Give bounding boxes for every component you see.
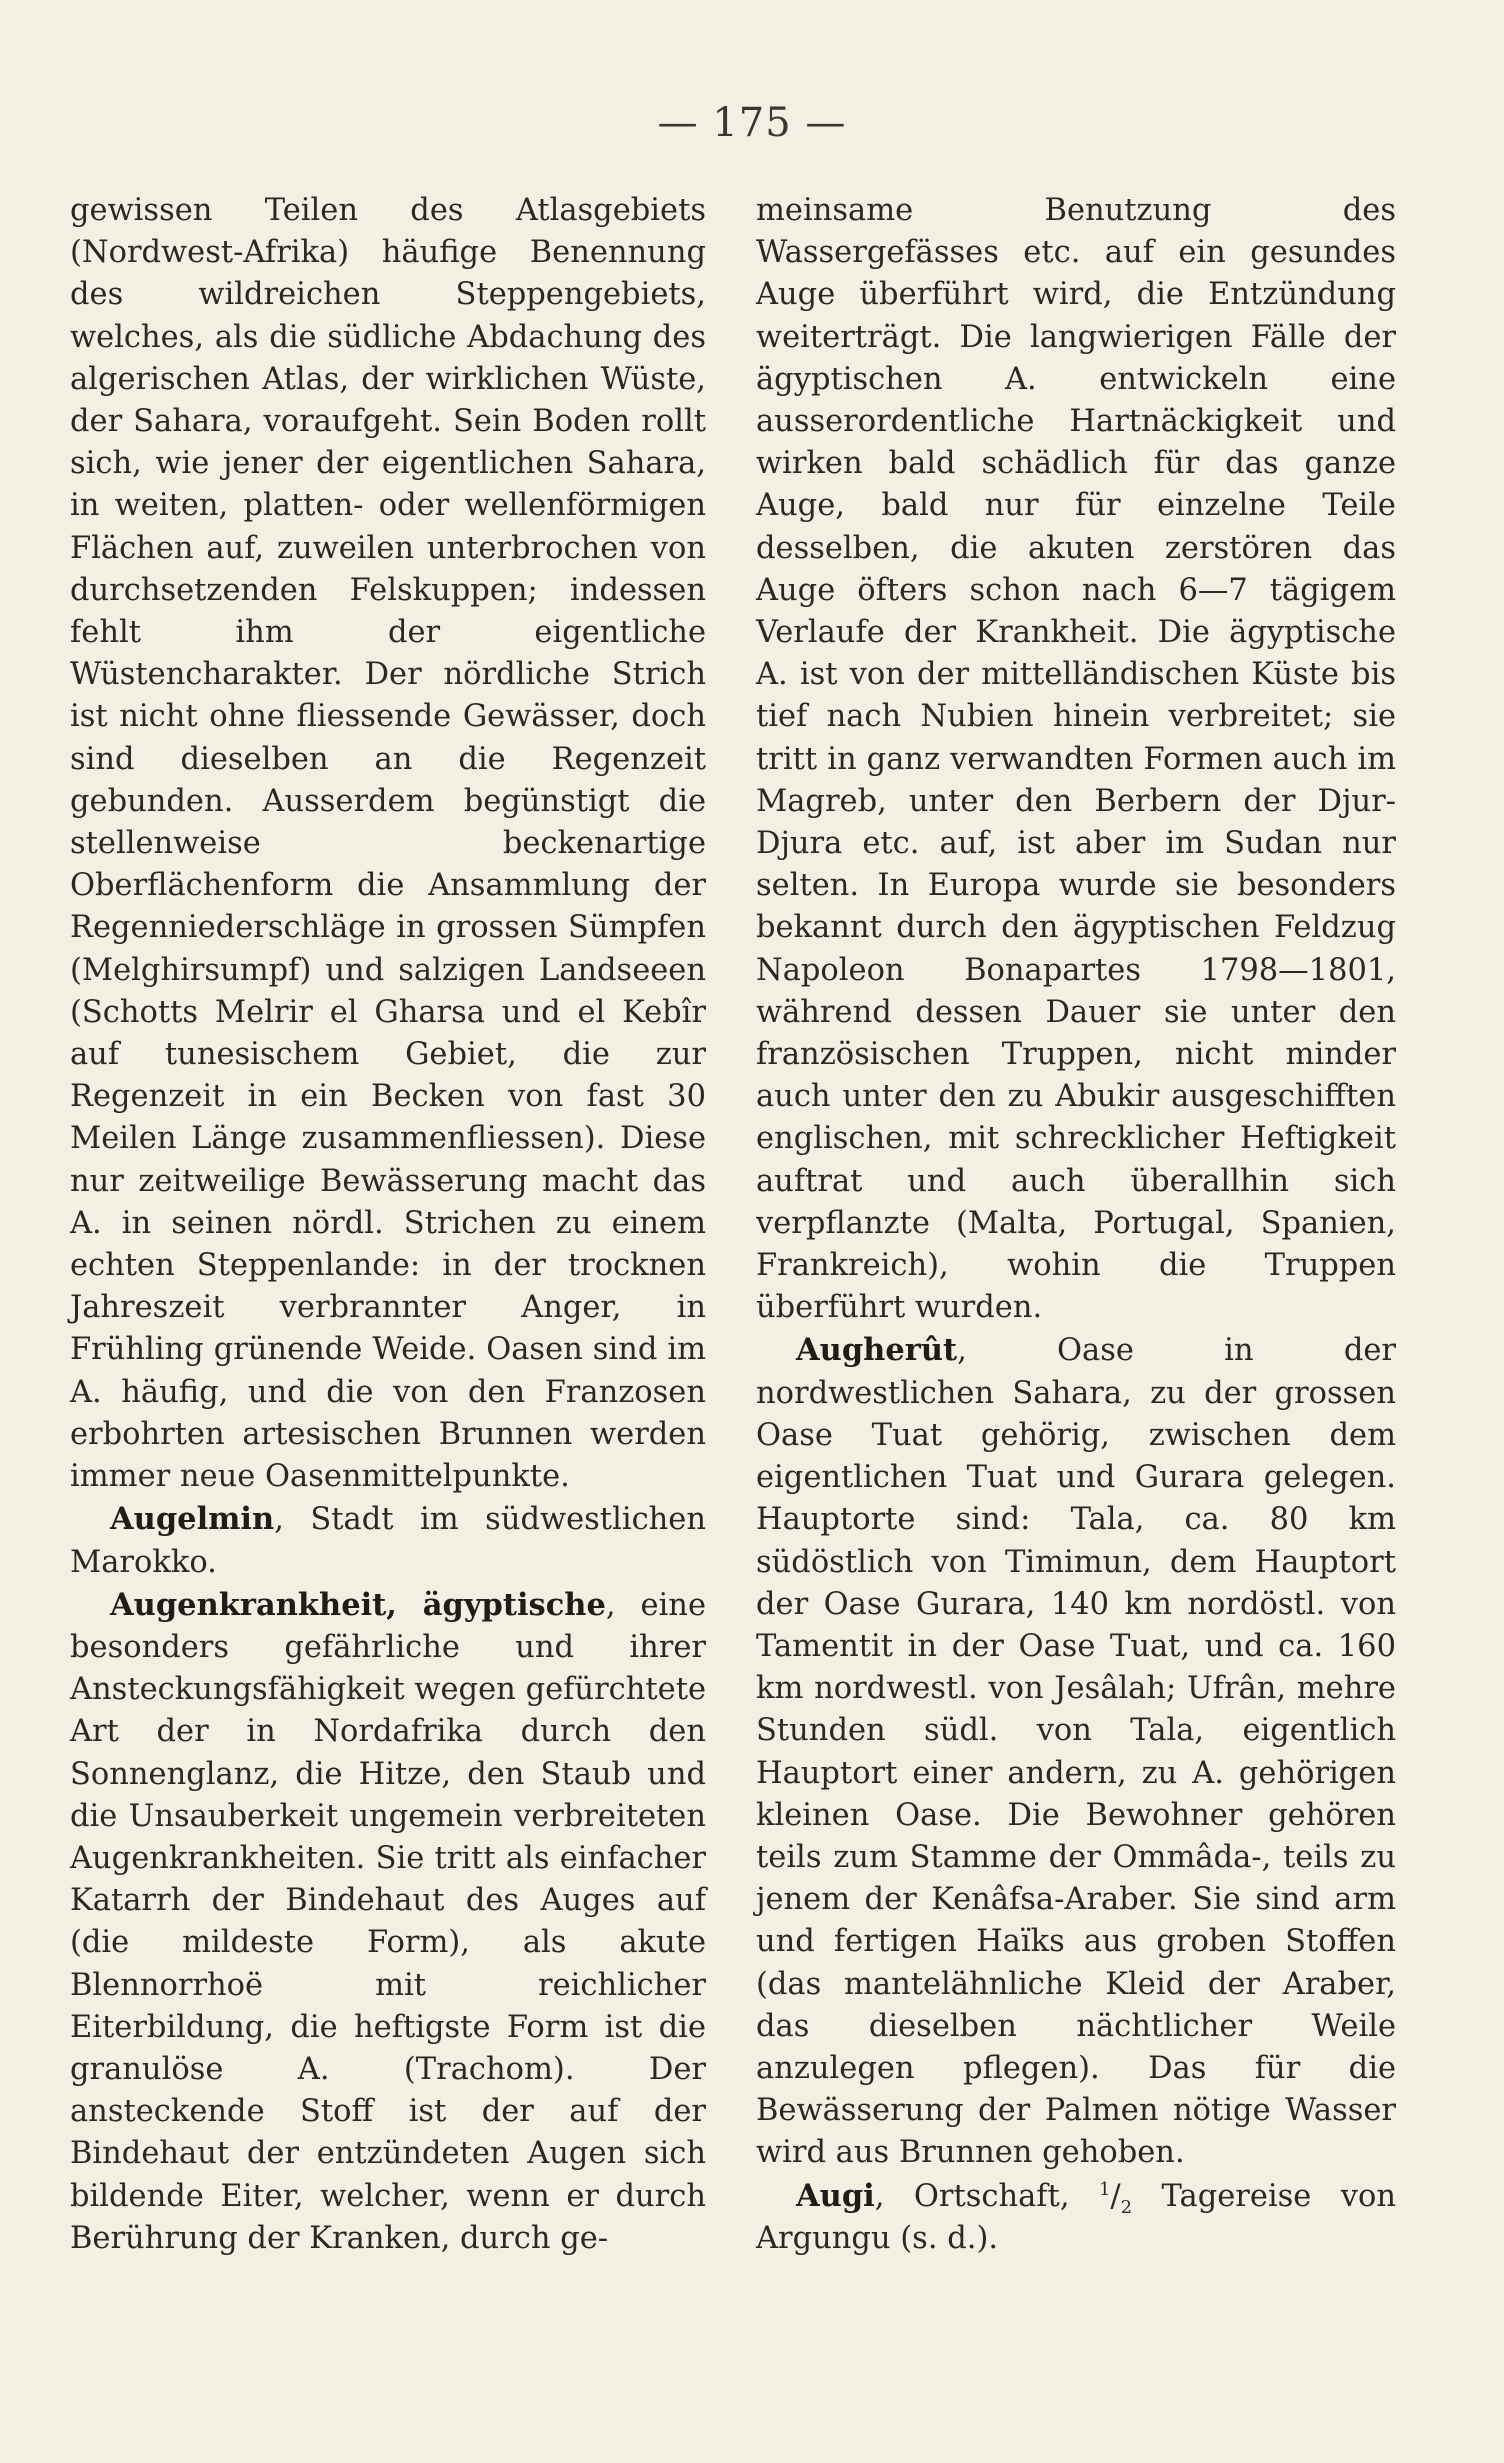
page-number: — 175 — bbox=[657, 100, 847, 146]
intro-paragraph: gewissen Teilen des Atlasgebiets (Nordwest-Afrika) häufige Benennung des wildreichen Steppengebiets, welches, als die südliche Abdachung des algerischen Atlas, der wirklichen Wüste, der Sahara, voraufgeht. Sein Boden rollt sich, wie jener der eigentlichen Sahara, in weiten, platten- oder wellenförmigen Flächen auf, zuweilen unterbrochen von durchsetzenden Felskuppen; indessen fehlt ihm der eigentliche Wüstencharakter. Der nördliche Strich ist nicht ohne fliessende Gewässer, doch sind dieselben an die Regenzeit gebunden. Ausserdem begünstigt die stellenweise beckenartige Oberflächenform die Ansammlung der Regenniederschläge in grossen Sümpfen (Melghirsumpf) und salzigen Landseeen (Schotts Melrir el Gharsa und el Kebîr auf tunesischem Gebiet, die zur Regenzeit in ein Becken von fast 30 Meilen Länge zusammenfliessen). Diese nur zeitweilige Bewässerung macht das A. in seinen nördl. Strichen zu einem echten Steppenlande: in der trocknen Jahreszeit verbrannter Anger, in Frühling grünende Weide. Oasen sind im A. häufig, und die von den Franzosen erbohrten artesischen Brunnen werden immer neue Oasenmittelpunkte. bbox=[70, 193, 706, 1495]
entry-text: , Stadt im südwestlichen Marokko. bbox=[70, 1502, 706, 1580]
entry-headword: Augenkrankheit, ägyptische bbox=[110, 1586, 606, 1623]
entry-augenkrankheit bbox=[70, 1584, 706, 2260]
fraction-denominator: 2 bbox=[1120, 2196, 1133, 2218]
entry-text: Tagereise von Argungu (s. d.). bbox=[756, 2178, 1397, 2256]
left-column bbox=[70, 190, 706, 2260]
right-column bbox=[756, 190, 1396, 2260]
continuation-paragraph: meinsame Benutzung des Wassergefässes etc. auf ein gesundes Auge überführt wird, die Entzündung weiterträgt. Die langwierigen Fälle der ägyptischen A. entwickeln eine ausserordentliche Hartnäckigkeit und wirken bald schädlich für das ganze Auge, bald nur für einzelne Teile desselben, die akuten zerstören das Auge öfters schon nach 6—7 tägigem Verlaufe der Krankheit. Die ägyptische A. ist von der mittelländischen Küste bis tief nach Nubien hinein verbreitet; sie tritt in ganz verwandten Formen auch im Magreb, unter den Berbern der Djur-Djura etc. auf, ist aber im Sudan nur selten. In Europa wurde sie besonders bekannt durch den ägyptischen Feldzug Napoleon Bonapartes 1798—1801, während dessen Dauer sie unter den französischen Truppen, nicht minder auch unter den zu Abukir ausgeschifften englischen, mit schrecklicher Heftigkeit auftrat und auch überallhin sich verpflanzte (Malta, Portugal, Spanien, Frankreich), wohin die Truppen überführt wurden. bbox=[756, 193, 1396, 1326]
fraction-numerator: 1 bbox=[1098, 2178, 1111, 2200]
entry-headword: Augherût bbox=[796, 1332, 958, 1369]
entry-augelmin bbox=[70, 1498, 706, 1583]
entry-text: , Ortschaft, bbox=[874, 2178, 1099, 2214]
entry-augi: Augi, Ortschaft, $^1/_2$ Tagereise von Argungu (s. d.). bbox=[756, 2177, 1397, 2256]
entry-headword: Augi bbox=[796, 2177, 875, 2214]
entry-headword: Augelmin bbox=[110, 1501, 275, 1538]
entry-augherut bbox=[756, 1329, 1396, 2174]
entry-text: , eine besonders gefährliche und ihrer Ansteckungsfähigkeit wegen gefürchtete Art der in Nordafrika durch den Sonnenglanz, die Hitze, den Staub und die Unsauberkeit ungemein verbreiteten Augenkrankheiten. Sie tritt als einfacher Katarrh der Bindehaut des Auges auf (die mildeste Form), als akute Blennorrhoë mit reichlicher Eiterbildung, die heftigste Form ist die granulöse A. (Trachom). Der ansteckende Stoff ist der auf der Bindehaut der entzündeten Augen sich bildende Eiter, welcher, wenn er durch Berührung der Kranken, durch ge- bbox=[70, 1587, 706, 2256]
entry-text: , Oase in der nordwestlichen Sahara, zu der grossen Oase Tuat gehörig, zwischen dem eigentlichen Tuat und Gurara gelegen. Hauptorte sind: Tala, ca. 80 km südöstlich von Timimun, dem Hauptort der Oase Gurara, 140 km nordöstl. von Tamentit in der Oase Tuat, und ca. 160 km nordwestl. von Jesâlah; Ufrân, mehre Stunden südl. von Tala, eigentlich Hauptort einer andern, zu A. gehörigen kleinen Oase. Die Bewohner gehören teils zum Stamme der Ommâda-, teils zu jenem der Kenâfsa-Araber. Sie sind arm und fertigen Haïks aus groben Stoffen (das mantelähnliche Kleid der Araber, das dieselben nächtlicher Weile anzulegen pflegen). Das für die Bewässerung der Palmen nötige Wasser wird aus Brunnen gehoben. bbox=[756, 1333, 1396, 2171]
